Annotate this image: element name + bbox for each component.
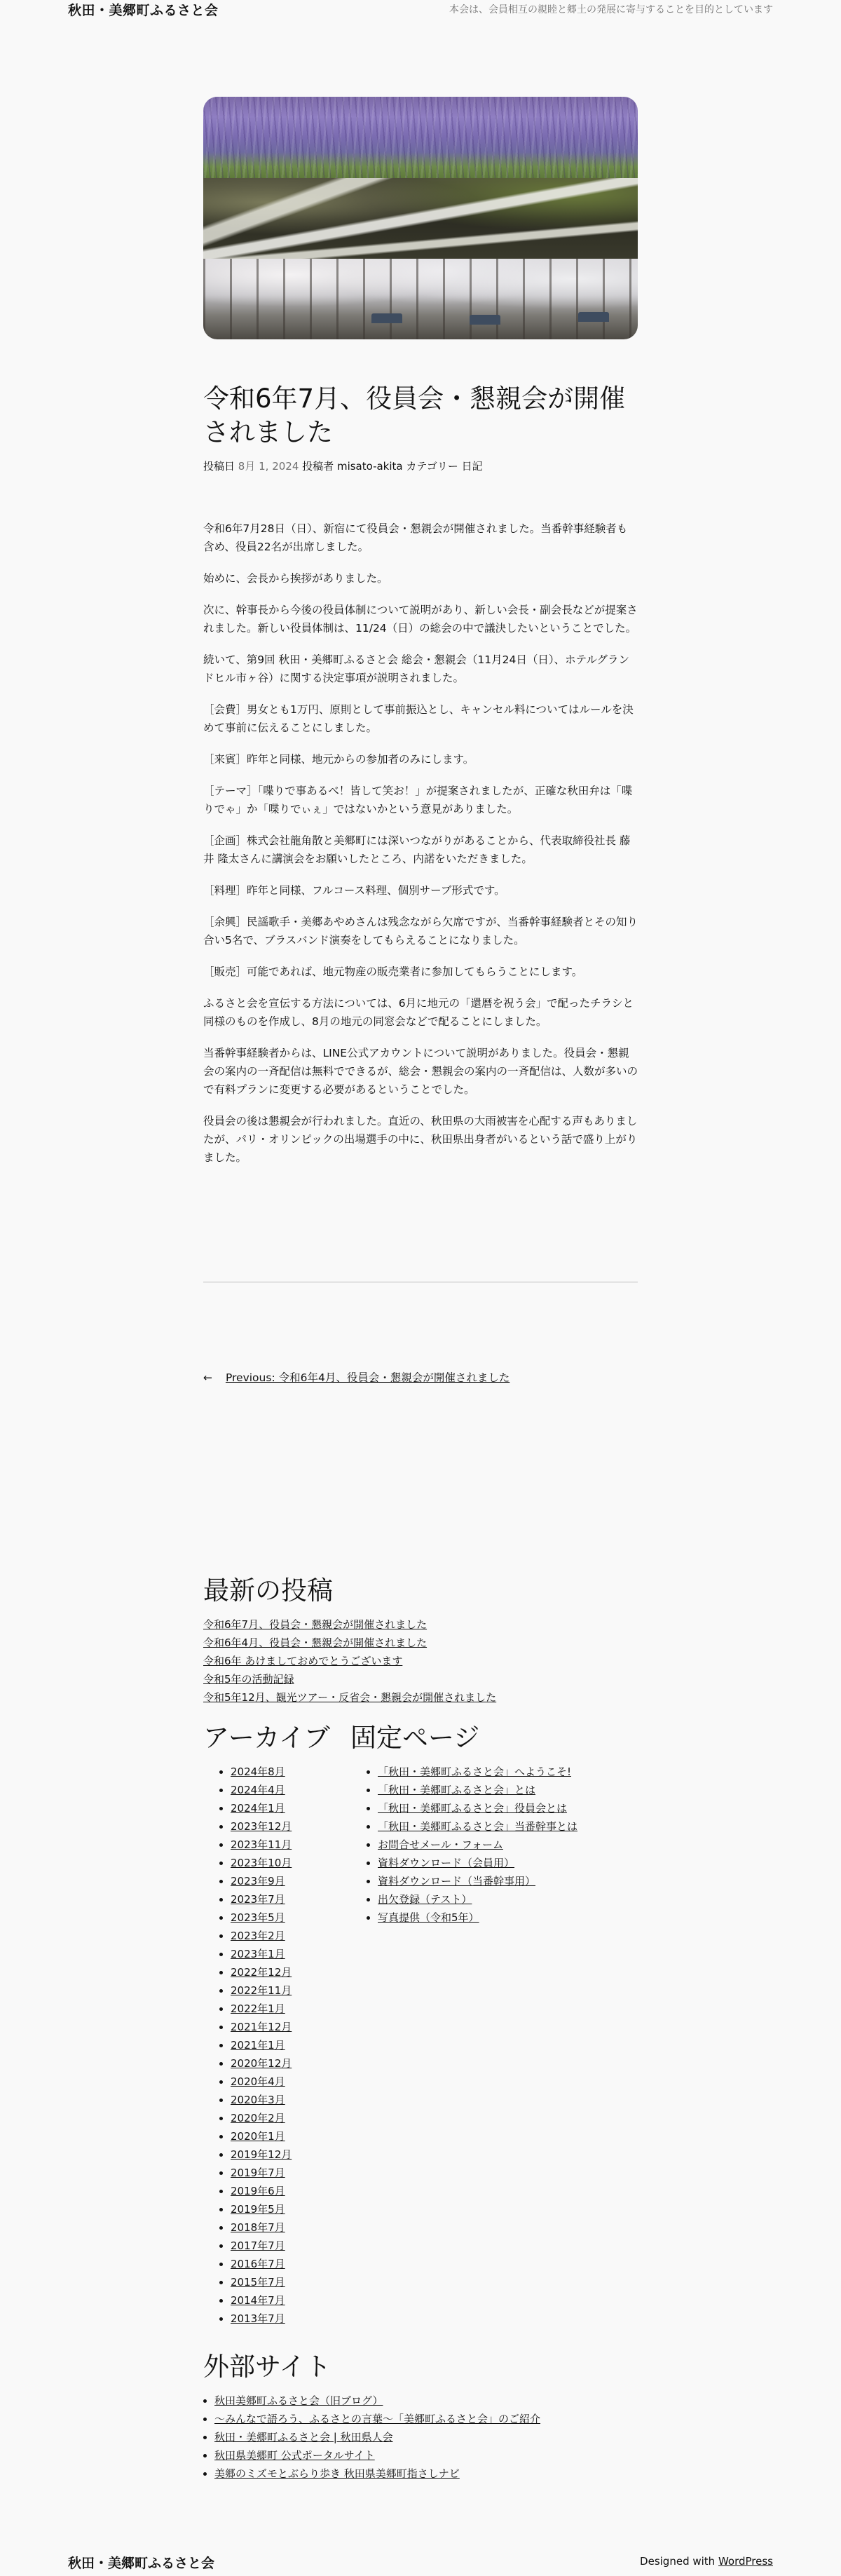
author-label: 投稿者 xyxy=(302,460,334,473)
list-item xyxy=(231,2200,330,2218)
paragraph: 続いて、第9回 秋田・美郷町ふるさと会 総会・懇親会（11月24日（日）、ホテルグランドヒル市ヶ谷）に関する決定事項が説明されました。 xyxy=(203,653,630,684)
credit-text: Designed with xyxy=(640,2555,718,2568)
pages-title: 固定ページ xyxy=(350,1723,480,1753)
archive-link[interactable]: 2022年11月 xyxy=(231,1984,292,1997)
list-item xyxy=(231,2091,330,2109)
archives-widget xyxy=(203,1722,330,2328)
archive-link[interactable]: 2023年12月 xyxy=(231,1820,292,1833)
list-item xyxy=(231,1854,330,1872)
list-item xyxy=(203,1634,638,1652)
pond-stepping-stones-photo xyxy=(203,178,638,259)
list-item xyxy=(378,1763,577,1781)
list-item xyxy=(214,2392,694,2410)
archive-link[interactable]: 2023年11月 xyxy=(231,1838,292,1851)
paragraph: ［テーマ］「喋りで事あるべ！皆して笑お！」が提案されましたが、正確な秋田弁は「喋りでゃ」か「喋りでぃぇ」ではないかという意見がありました。 xyxy=(203,785,633,815)
site-title[interactable]: 秋田・美郷町ふるさと会 xyxy=(68,3,219,18)
list-item xyxy=(231,2036,330,2054)
list-item xyxy=(203,1615,638,1634)
archive-link[interactable]: 2020年12月 xyxy=(231,2057,292,2070)
paragraph: ［来賓］昨年と同様、地元からの参加者のみにします。 xyxy=(203,753,474,766)
list-item xyxy=(231,1872,330,1890)
paragraph: 役員会の後は懇親会が行われました。直近の、秋田県の大雨被害を心配する声もありましたが、パリ・オリンピックの出場選手の中に、秋田県出身者がいるという話で盛り上がりました。 xyxy=(203,1115,638,1164)
list-item xyxy=(214,2410,694,2428)
page-link[interactable]: 出欠登録（テスト） xyxy=(378,1893,472,1906)
page-link[interactable]: お問合せメール・フォーム xyxy=(378,1838,503,1851)
post-date-link[interactable]: 8月 1, 2024 xyxy=(238,460,299,473)
list-item xyxy=(231,2310,330,2328)
list-item xyxy=(231,1781,330,1799)
archive-link[interactable]: 2019年12月 xyxy=(231,2148,292,2161)
list-item xyxy=(231,1945,330,1963)
list-item xyxy=(203,1652,638,1670)
paragraph: 令和6年7月28日（日）、新宿にて役員会・懇親会が開催されました。当番幹事経験者も含め、役員22名が出席しました。 xyxy=(203,522,628,553)
list-item xyxy=(231,1836,330,1854)
list-item xyxy=(214,2446,694,2465)
list-item xyxy=(231,2255,330,2273)
archive-link[interactable]: 2023年9月 xyxy=(231,1875,285,1887)
archive-link[interactable]: 2018年7月 xyxy=(231,2221,285,2234)
list-item xyxy=(231,2127,330,2145)
archive-link[interactable]: 2023年10月 xyxy=(231,1857,292,1869)
recent-posts-widget xyxy=(203,1575,638,1707)
list-item xyxy=(203,1670,638,1688)
recent-post-link[interactable]: 令和5年の活動記録 xyxy=(203,1673,294,1686)
footer-site-title[interactable]: 秋田・美郷町ふるさと会 xyxy=(68,2556,215,2571)
list-item xyxy=(231,2073,330,2091)
archive-link[interactable]: 2019年7月 xyxy=(231,2167,285,2179)
list-item xyxy=(231,1927,330,1945)
archive-link[interactable]: 2019年6月 xyxy=(231,2185,285,2197)
page-link[interactable]: 「秋田・美郷町ふるさと会」とは xyxy=(378,1784,536,1796)
list-item xyxy=(231,1963,330,1981)
archive-link[interactable]: 2024年1月 xyxy=(231,1802,285,1815)
archive-link[interactable]: 2015年7月 xyxy=(231,2276,285,2289)
list-item xyxy=(231,2109,330,2127)
post-meta xyxy=(203,459,483,473)
list-item xyxy=(378,1817,577,1836)
recent-posts-list xyxy=(203,1615,638,1707)
wordpress-link[interactable]: WordPress xyxy=(718,2555,773,2568)
archive-link[interactable]: 2017年7月 xyxy=(231,2239,285,2252)
paragraph: ふるさと会を宣伝する方法については、6月に地元の「還暦を祝う会」で配ったチラシと同様のものを作成し、8月の地元の同窓会などで配ることにしました。 xyxy=(203,997,634,1028)
list-item xyxy=(231,2164,330,2182)
list-item xyxy=(378,1836,577,1854)
list-item xyxy=(378,1854,577,1872)
archive-link[interactable]: 2021年1月 xyxy=(231,2039,285,2052)
list-item xyxy=(231,2218,330,2237)
paragraph: ［会費］男女とも1万円、原則として事前振込とし、キャンセル料についてはルールを決めて事前に伝えることにしました。 xyxy=(203,703,634,734)
list-item xyxy=(378,1799,577,1817)
page-link[interactable]: 写真提供（令和5年） xyxy=(378,1911,479,1924)
list-item xyxy=(231,1799,330,1817)
page-link[interactable]: 資料ダウンロード（当番幹事用） xyxy=(378,1875,536,1887)
external-link[interactable]: 秋田県美郷町 公式ポータルサイト xyxy=(214,2449,375,2462)
list-item xyxy=(231,2273,330,2291)
recent-post-link[interactable]: 令和6年7月、役員会・懇親会が開催されました xyxy=(203,1618,428,1631)
archive-link[interactable]: 2024年8月 xyxy=(231,1765,285,1778)
list-item xyxy=(231,1981,330,2000)
archives-title: アーカイブ xyxy=(203,1723,330,1753)
archives-list xyxy=(203,1763,330,2328)
paragraph: ［料理］昨年と同様、フルコース料理、個別サーブ形式です。 xyxy=(203,884,505,897)
archive-link[interactable]: 2022年12月 xyxy=(231,1966,292,1979)
list-item xyxy=(378,1781,577,1799)
archive-link[interactable]: 2019年5月 xyxy=(231,2203,285,2216)
posted-on-label: 投稿日 xyxy=(203,460,235,473)
post-content xyxy=(203,520,638,1180)
category-link[interactable]: 日記 xyxy=(461,460,483,473)
paragraph: ［企画］株式会社龍角散と美郷町には深いつながりがあることから、代表取締役社長 藤井 隆太さんに講演会をお願いしたところ、内諾をいただきました。 xyxy=(203,834,631,865)
archive-link[interactable]: 2020年4月 xyxy=(231,2075,285,2088)
list-item xyxy=(378,1872,577,1890)
paragraph: ［余興］民謡歌手・美郷あやめさんは残念ながら欠席ですが、当番幹事経験者とその知り合い5名で、ブラスバンド演奏をしてもらえることになりました。 xyxy=(203,916,638,947)
recent-post-link[interactable]: 令和5年12月、観光ツアー・反省会・懇親会が開催されました xyxy=(203,1691,497,1704)
category-label: カテゴリー xyxy=(406,460,458,473)
list-item xyxy=(214,2428,694,2446)
author-link[interactable]: misato-akita xyxy=(336,460,403,473)
list-item xyxy=(231,1909,330,1927)
archive-link[interactable]: 2016年7月 xyxy=(231,2258,285,2270)
external-link[interactable]: 美郷のミズモとぶらり歩き 秋田県美郷町指さしナビ xyxy=(214,2467,460,2480)
paragraph: 当番幹事経験者からは、LINE公式アカウントについて説明がありました。役員会・懇親会の案内の一斉配信は無料でできるが、総会・懇親会の案内の一斉配信は、人数が多いので有料プランに変更する必要があるということでした。 xyxy=(203,1047,638,1096)
archive-link[interactable]: 2021年12月 xyxy=(231,2021,292,2033)
external-link[interactable]: 秋田美郷町ふるさと会（旧ブログ） xyxy=(214,2394,383,2407)
archive-link[interactable]: 2014年7月 xyxy=(231,2294,285,2307)
page-link[interactable]: 「秋田・美郷町ふるさと会」役員会とは xyxy=(378,1802,568,1815)
page-link[interactable]: 資料ダウンロード（会員用） xyxy=(378,1857,515,1869)
cherry-blossom-park-photo xyxy=(203,259,638,339)
list-item xyxy=(231,1890,330,1909)
paragraph: ［販売］可能であれば、地元物産の販売業者に参加してもらうことにします。 xyxy=(203,965,583,978)
list-item xyxy=(378,1890,577,1909)
lavender-field-photo xyxy=(203,97,638,178)
list-item xyxy=(231,2000,330,2018)
list-item xyxy=(231,2182,330,2200)
archive-link[interactable]: 2020年3月 xyxy=(231,2094,285,2106)
external-link[interactable]: 〜みんなで語ろう、ふるさとの言葉〜「美郷町ふるさと会」のご紹介 xyxy=(214,2413,541,2425)
archive-link[interactable]: 2020年2月 xyxy=(231,2112,285,2124)
list-item xyxy=(231,2237,330,2255)
post-navigation xyxy=(203,1369,510,1385)
archive-link[interactable]: 2020年1月 xyxy=(231,2130,285,2143)
archive-link[interactable]: 2022年1月 xyxy=(231,2002,285,2015)
archive-link[interactable]: 2023年5月 xyxy=(231,1911,285,1924)
external-link[interactable]: 秋田・美郷町ふるさと会 | 秋田県人会 xyxy=(214,2431,393,2443)
external-sites-widget xyxy=(203,2351,694,2483)
footer-credit xyxy=(640,2555,773,2568)
list-item xyxy=(231,1817,330,1836)
list-item xyxy=(214,2465,694,2483)
archive-link[interactable]: 2023年2月 xyxy=(231,1930,285,1942)
external-sites-list xyxy=(203,2392,694,2483)
archive-link[interactable]: 2013年7月 xyxy=(231,2312,285,2325)
arrow-left-icon: ← xyxy=(203,1371,212,1384)
site-description: 本会は、会員相互の親睦と郷土の発展に寄与することを目的としています xyxy=(449,4,773,15)
list-item xyxy=(231,1763,330,1781)
list-item xyxy=(378,1909,577,1927)
recent-post-link[interactable]: 令和6年4月、役員会・懇親会が開催されました xyxy=(203,1636,428,1649)
archive-link[interactable]: 2024年4月 xyxy=(231,1784,285,1796)
paragraph: 始めに、会長から挨拶がありました。 xyxy=(203,572,388,585)
list-item xyxy=(231,2291,330,2310)
page-link[interactable]: 「秋田・美郷町ふるさと会」当番幹事とは xyxy=(378,1820,578,1833)
list-item xyxy=(231,2145,330,2164)
pages-widget xyxy=(350,1722,577,1927)
post-title: 令和6年7月、役員会・懇親会が開催されました xyxy=(203,384,626,447)
recent-posts-title: 最新の投稿 xyxy=(203,1575,333,1606)
pages-list xyxy=(350,1763,577,1927)
external-sites-title: 外部サイト xyxy=(203,2352,331,2382)
previous-post-link[interactable]: Previous: 令和6年4月、役員会・懇親会が開催されました xyxy=(225,1371,510,1384)
recent-post-link[interactable]: 令和6年 あけましておめでとうございます xyxy=(203,1655,403,1667)
list-item xyxy=(231,2018,330,2036)
paragraph: 次に、幹事長から今後の役員体制について説明があり、新しい会長・副会長などが提案されました。新しい役員体制は、11/24（日）の総会の中で議決したいということでした。 xyxy=(203,604,638,635)
archive-link[interactable]: 2023年1月 xyxy=(231,1948,285,1960)
list-item xyxy=(231,2054,330,2073)
archive-link[interactable]: 2023年7月 xyxy=(231,1893,285,1906)
list-item xyxy=(203,1688,638,1707)
featured-image xyxy=(203,97,638,339)
page-link[interactable]: 「秋田・美郷町ふるさと会」へようこそ! xyxy=(378,1765,572,1778)
